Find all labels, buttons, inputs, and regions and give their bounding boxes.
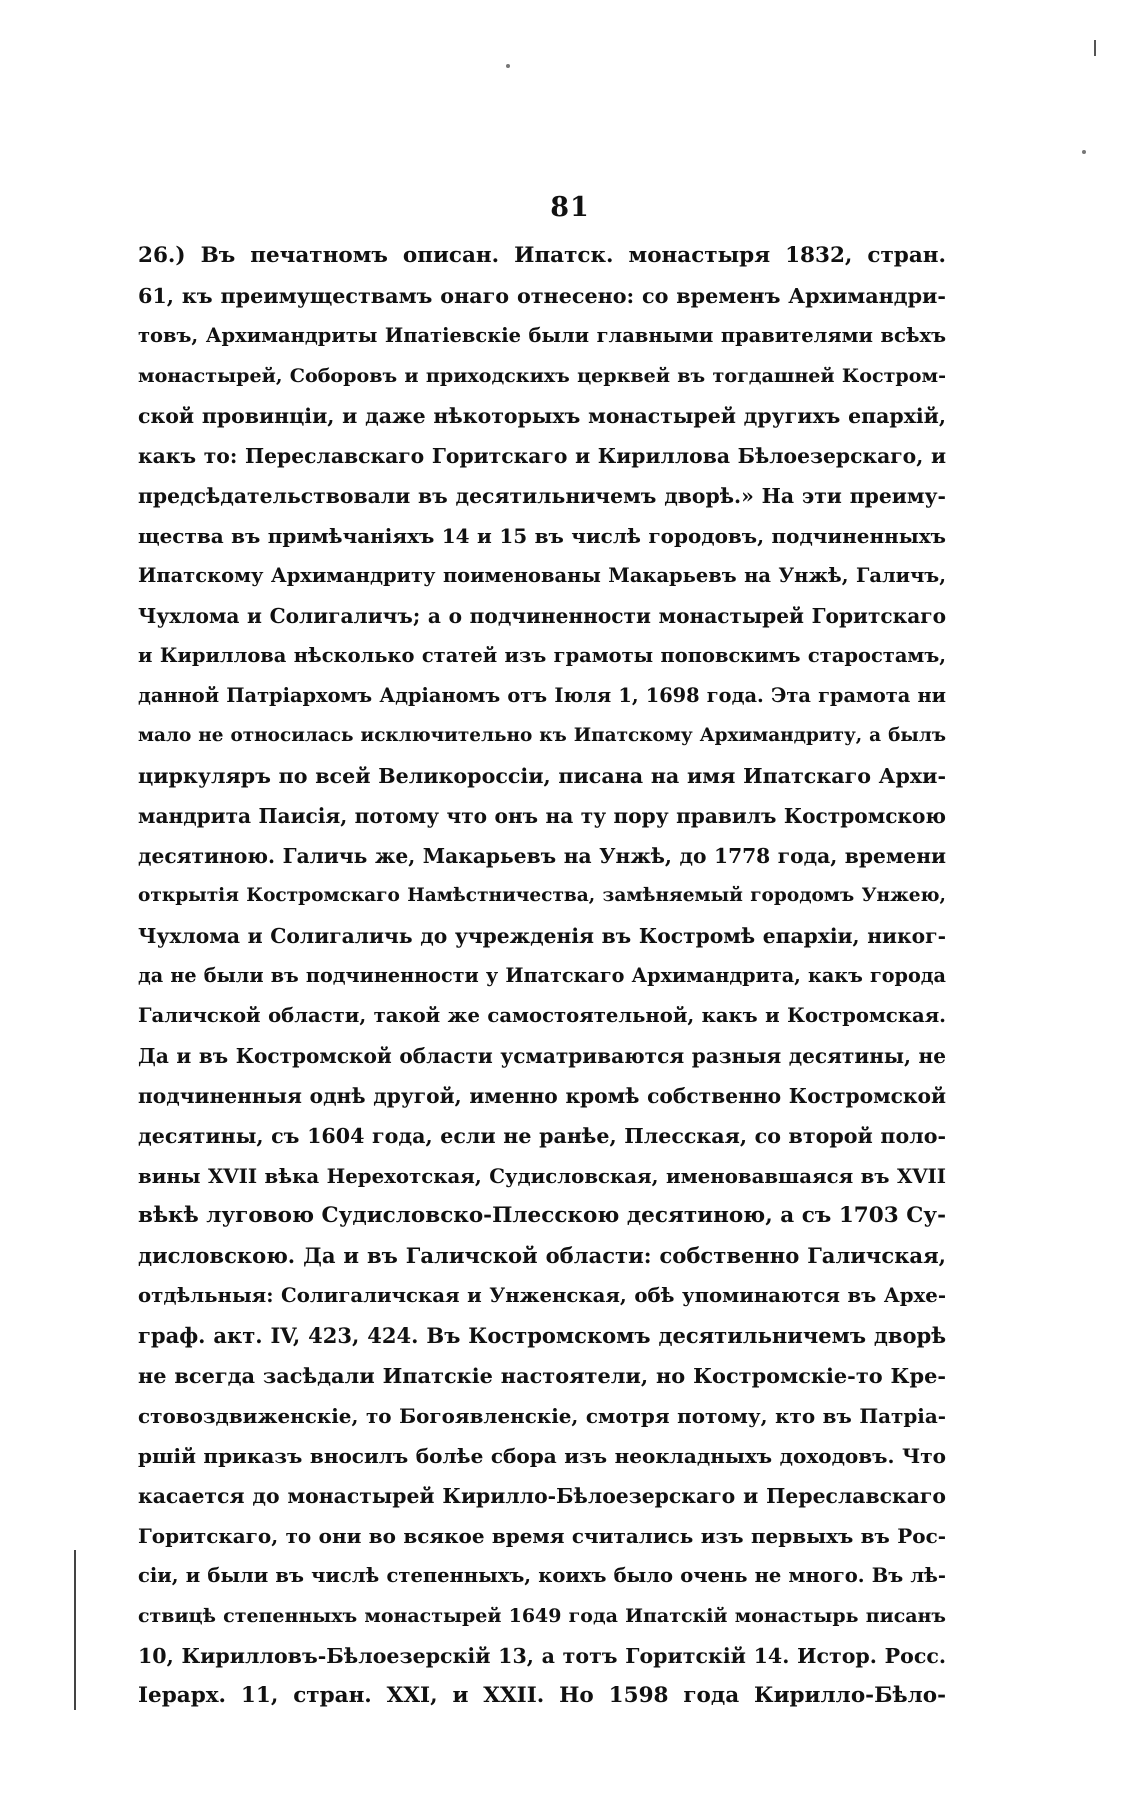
text-line: Іерарх. 11, стран. XXI, и XXII. Но 1598 года Кирилло-Бѣло- — [138, 1683, 946, 1708]
text-line: данной Патріархомъ Адріаномъ отъ Іюля 1, 1698 года. Эта грамота ни — [138, 684, 946, 707]
text-line: отдѣльныя: Солигаличская и Унженская, обѣ упоминаются въ Архе- — [138, 1284, 946, 1307]
scan-artifact-edge — [74, 1550, 76, 1710]
text-line: граф. акт. IV, 423, 424. Въ Костромскомъ десятильничемъ дворѣ — [138, 1323, 946, 1348]
text-line: вѣкѣ луговою Судисловско-Плесскою десятиною, а съ 1703 Су- — [138, 1203, 946, 1228]
text-line: Да и въ Костромской области усматриваются разныя десятины, не — [138, 1044, 946, 1068]
text-line: мандрита Паисія, потому что онъ на ту пору правилъ Костромскою — [138, 804, 946, 828]
text-line: касается до монастырей Кирилло-Бѣлоезерскаго и Переславскаго — [138, 1484, 946, 1508]
scan-artifact-dot — [1082, 150, 1086, 154]
text-line: монастырей, Соборовъ и приходскихъ церквей въ тогдашней Костром- — [138, 364, 946, 387]
footnote-text-block — [138, 236, 946, 1716]
text-line: 61, къ преимуществамъ онаго отнесено: со временъ Архимандри- — [138, 284, 946, 308]
text-line: предсѣдательствовали въ десятильничемъ дворѣ.» На эти преиму- — [138, 484, 946, 508]
scan-artifact-mark — [1094, 40, 1096, 56]
text-line: мало не относилась исключительно къ Ипатскому Архимандриту, а былъ — [138, 725, 946, 746]
text-line: и Кириллова нѣсколько статей изъ грамоты поповскимъ старостамъ, — [138, 644, 946, 667]
text-line: Чухлома и Солигаличь до учрежденія въ Костромѣ епархіи, никог- — [138, 924, 946, 948]
page-number: 81 — [550, 192, 590, 223]
text-line: не всегда засѣдали Ипатскіе настоятели, но Костромскіе-то Кре- — [138, 1363, 946, 1388]
text-line: Ипатскому Архимандриту поименованы Макарьевъ на Унжѣ, Галичъ, — [138, 564, 946, 587]
scan-artifact-dot — [506, 64, 510, 68]
text-line: да не были въ подчиненности у Ипатскаго Архимандрита, какъ города — [138, 964, 946, 987]
text-line: десятины, съ 1604 года, если не ранѣе, Плесская, со второй поло- — [138, 1124, 946, 1148]
text-line: Чухлома и Солигаличъ; а о подчиненности монастырей Горитскаго — [138, 604, 946, 628]
text-line: 26.) Въ печатномъ описан. Ипатск. монастыря 1832, стран. — [138, 243, 946, 268]
text-line: 10, Кирилловъ-Бѣлоезерскій 13, а тотъ Горитскій 14. Истор. Росс. — [138, 1644, 946, 1668]
text-line: какъ то: Переславскаго Горитскаго и Кириллова Бѣлоезерскаго, и — [138, 444, 946, 468]
text-line: дисловскою. Да и въ Галичской области: собственно Галичская, — [138, 1243, 946, 1268]
text-line: подчиненныя однѣ другой, именно кромѣ собственно Костромской — [138, 1084, 946, 1108]
text-line: стовоздвиженскіе, то Богоявленскіе, смотря потому, кто въ Патріа- — [138, 1404, 946, 1428]
text-line: Горитскаго, то они во всякое время считались изъ первыхъ въ Рос- — [138, 1524, 946, 1548]
text-line: вины XVII вѣка Нерехотская, Судисловская, именовавшаяся въ XVII — [138, 1164, 946, 1188]
text-line: ршій приказъ вносилъ болѣе сбора изъ неокладныхъ доходовъ. Что — [138, 1444, 946, 1468]
text-line: ствицѣ степенныхъ монастырей 1649 года Ипатскій монастырь писанъ — [138, 1605, 946, 1627]
text-line: циркуляръ по всей Великороссіи, писана на имя Ипатскаго Архи- — [138, 764, 946, 788]
text-line: десятиною. Галичь же, Макарьевъ на Унжѣ, до 1778 года, времени — [138, 844, 946, 868]
text-line: щества въ примѣчаніяхъ 14 и 15 въ числѣ городовъ, подчиненныхъ — [138, 524, 946, 548]
text-line: сіи, и были въ числѣ степенныхъ, коихъ было очень не много. Въ лѣ- — [138, 1564, 946, 1587]
text-line: Галичской области, такой же самостоятельной, какъ и Костромская. — [138, 1004, 946, 1027]
text-line: товъ, Архимандриты Ипатіевскіе были главными правителями всѣхъ — [138, 324, 946, 347]
text-line: открытія Костромскаго Намѣстничества, замѣняемый городомъ Унжею, — [138, 885, 946, 906]
text-line: ской провинціи, и даже нѣкоторыхъ монастырей другихъ епархій, — [138, 404, 946, 428]
